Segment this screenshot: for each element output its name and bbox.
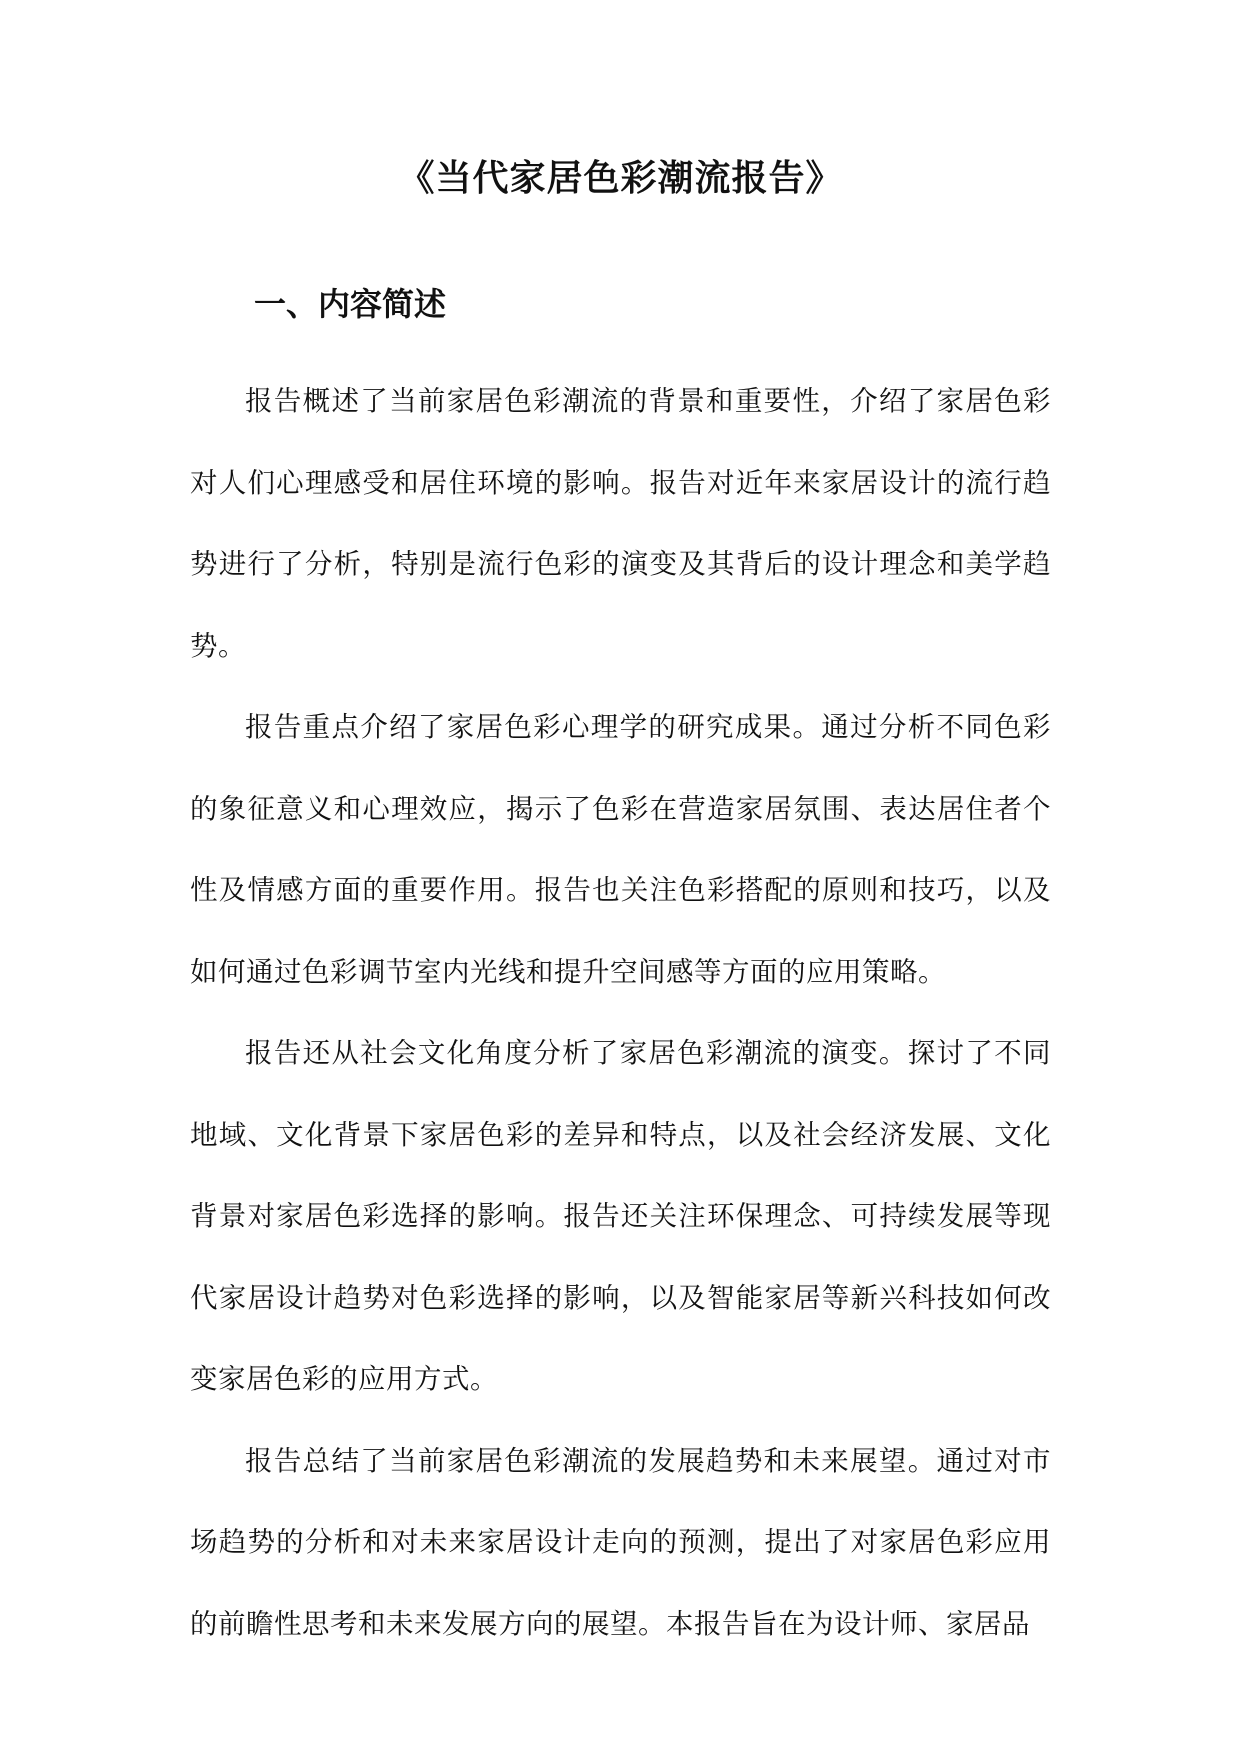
document-body: [190, 361, 1051, 1665]
paragraph: 报告重点介绍了家居色彩心理学的研究成果。通过分析不同色彩的象征意义和心理效应，揭示了色彩在营造家居氛围、表达居住者个性及情感方面的重要作用。报告也关注色彩搭配的原则和技巧，以及如何通过色彩调节室内光线和提升空间感等方面的应用策略。: [190, 711, 1051, 988]
paragraph: 报告概述了当前家居色彩潮流的背景和重要性，介绍了家居色彩对人们心理感受和居住环境的影响。报告对近年来家居设计的流行趋势进行了分析，特别是流行色彩的演变及其背后的设计理念和美学趋势。: [190, 385, 1051, 662]
document-title: 《当代家居色彩潮流报告》: [398, 157, 843, 199]
section-heading: 一、内容简述: [254, 285, 447, 323]
paragraph: 报告总结了当前家居色彩潮流的发展趋势和未来展望。通过对市场趋势的分析和对未来家居设计走向的预测，提出了对家居色彩应用的前瞻性思考和未来发展方向的展望。本报告旨在为设计师、家居品: [190, 1444, 1051, 1640]
paragraph: 报告还从社会文化角度分析了家居色彩潮流的演变。探讨了不同地域、文化背景下家居色彩的差异和特点，以及社会经济发展、文化背景对家居色彩选择的影响。报告还关注环保理念、可持续发展等现代家居设计趋势对色彩选择的影响，以及智能家居等新兴科技如何改变家居色彩的应用方式。: [190, 1037, 1051, 1395]
